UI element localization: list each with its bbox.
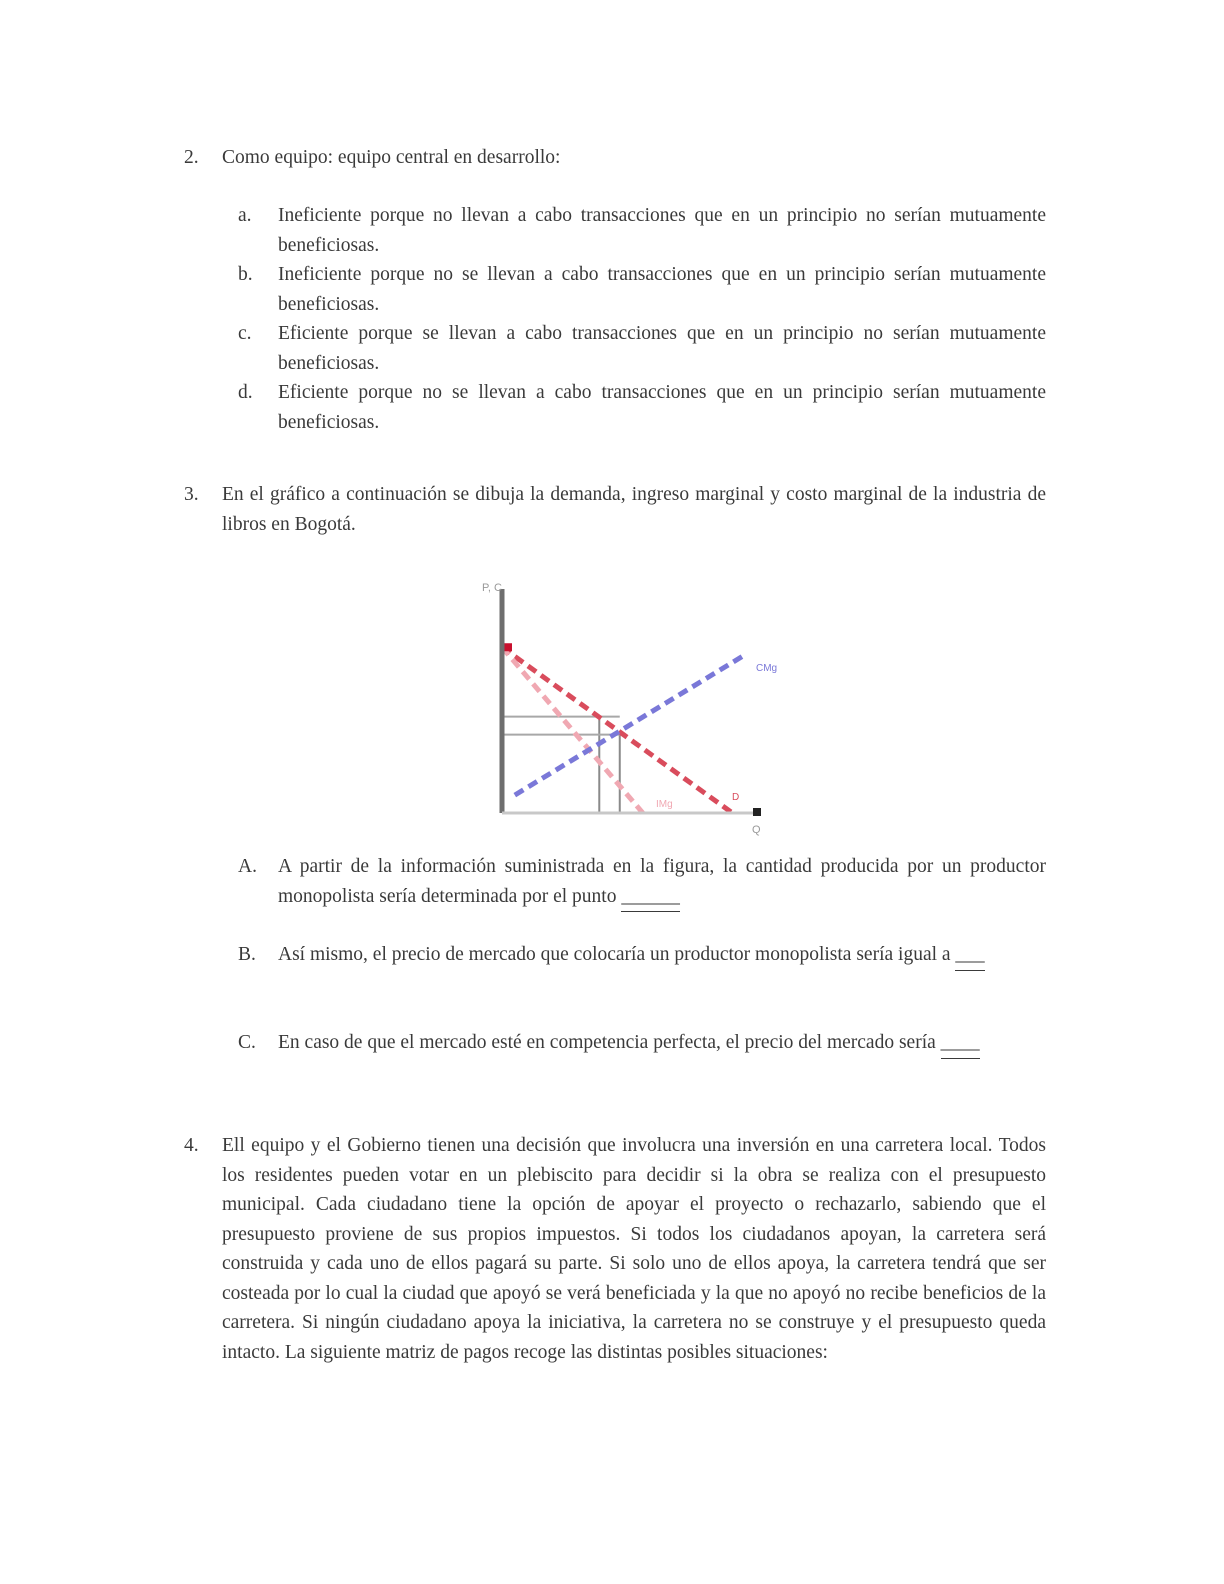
option-text: Eficiente porque no se llevan a cabo transacciones que en un principio serían mutuamente beneficiosas.	[278, 382, 1046, 433]
option-label: B.	[238, 944, 256, 965]
option-label: A.	[238, 856, 257, 877]
img-label: IMg	[656, 799, 673, 810]
question-stem: Como equipo: equipo central en desarrollo:	[222, 147, 561, 168]
y-axis-label: P, C	[482, 582, 502, 594]
option-text	[278, 1028, 1046, 1059]
x-axis-label: Q	[752, 824, 761, 836]
question-3-part-a	[238, 852, 1046, 912]
option-text-body: A partir de la información suministrada en la figura, la cantidad producida por un productor monopolista sería determinada por el punto	[278, 856, 1046, 907]
question-number: 3.	[184, 484, 199, 505]
question-2	[184, 143, 1046, 173]
question-number: 4.	[184, 1135, 199, 1156]
option-text: Ineficiente porque no se llevan a cabo transacciones que en un principio serían mutuamente beneficiosas.	[278, 264, 1046, 315]
cmg-label: CMg	[756, 663, 778, 674]
option-text-body: En caso de que el mercado esté en competencia perfecta, el precio del mercado sería	[278, 1032, 936, 1053]
question-3-part-b	[238, 940, 1046, 971]
option-c	[238, 319, 1046, 378]
option-text	[278, 940, 1046, 971]
option-label: C.	[238, 1032, 256, 1053]
x-axis-arrow	[753, 808, 761, 816]
question-3	[184, 480, 1046, 539]
question-stem: En el gráfico a continuación se dibuja la demanda, ingreso marginal y costo marginal de la industria de libros en Bogotá.	[222, 484, 1046, 535]
question-4	[184, 1131, 1046, 1367]
question-number: 2.	[184, 147, 199, 168]
supply-demand-chart	[470, 575, 790, 837]
option-label: c.	[238, 323, 252, 344]
option-text-body: Así mismo, el precio de mercado que colocaría un productor monopolista sería igual a	[278, 944, 951, 965]
answer-blank: ______	[621, 882, 680, 913]
question-paragraph: Ell equipo y el Gobierno tienen una decisión que involucra una inversión en una carretera local. Todos los residentes pueden votar en un plebiscito para decidir si la obra se realiza con el presupuesto municipal. Cada ciudadano tiene la opción de apoyar el proyecto o rechazarlo, sabiendo que el presupuesto proviene de sus propios impuestos. Si todos los ciudadanos apoyan, la carretera será construida y cada uno de ellos pagará su parte. Si solo uno de ellos apoya, la carretera tendrá que ser costeada por lo cual la ciudad que apoyó se verá beneficiada y la que no apoyó no recibe beneficios de la carretera. Si ningún ciudadano apoya la iniciativa, la carretera no se construye y el presupuesto queda intacto. La siguiente matriz de pagos recoge las distintas posibles situaciones:	[222, 1135, 1046, 1363]
d-label: D	[732, 792, 740, 803]
demand-intercept-point	[504, 643, 512, 651]
option-a	[238, 201, 1046, 260]
option-label: b.	[238, 264, 253, 285]
option-text: Ineficiente porque no llevan a cabo transacciones que en un principio no serían mutuamente beneficiosas.	[278, 205, 1046, 256]
question-3-part-c	[238, 1028, 1046, 1059]
answer-blank: ____	[941, 1028, 980, 1059]
option-d	[238, 378, 1046, 437]
series-img-line	[502, 647, 643, 813]
option-label: d.	[238, 382, 253, 403]
series-cmg-line	[515, 656, 743, 795]
answer-blank: ___	[955, 940, 984, 971]
option-text: Eficiente porque se llevan a cabo transacciones que en un principio no serían mutuamente beneficiosas.	[278, 323, 1046, 374]
option-label: a.	[238, 205, 252, 226]
option-text	[278, 852, 1046, 912]
option-b	[238, 260, 1046, 319]
